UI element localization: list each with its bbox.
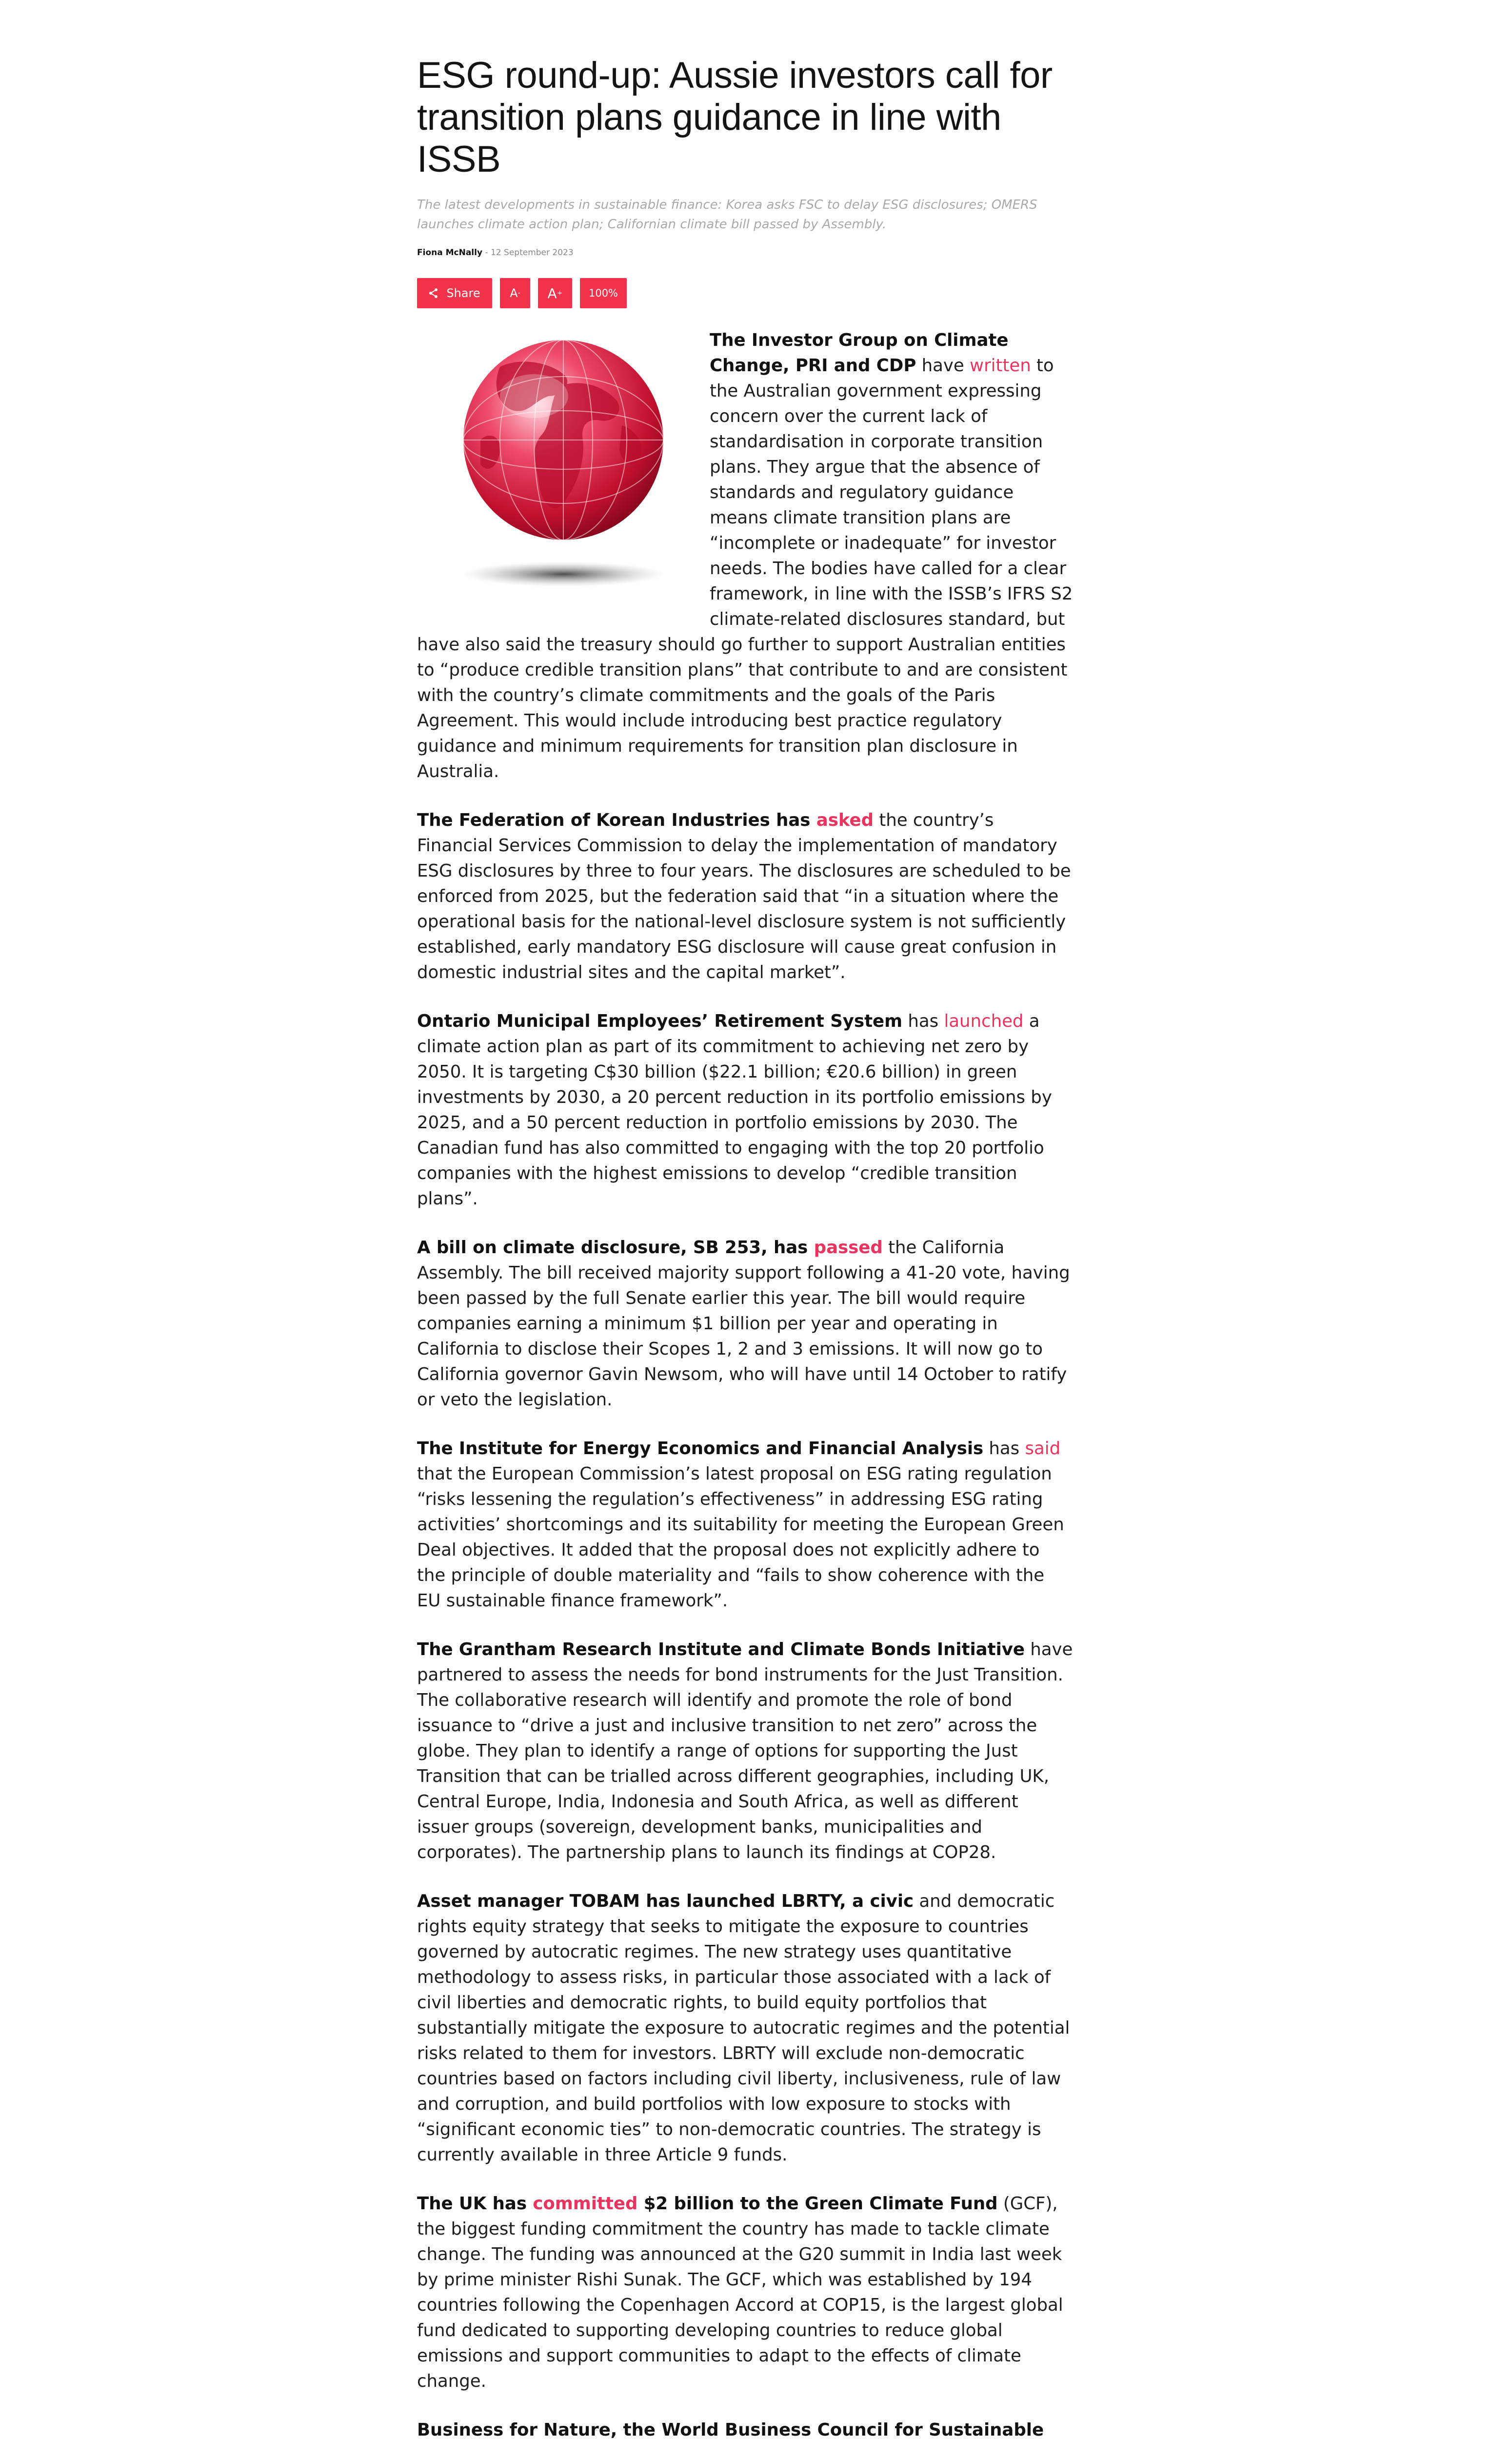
paragraph-uk-gcf: The UK has committed $2 billion to the Green Climate Fund (GCF), the biggest funding commitment the country has made to tackle climate change. The funding was announced at the G20 summit in India last week by prime minister Rishi Sunak. The GCF, which was established by 194 countries following the Copenhagen Accord at COP15, is the largest global fund dedicated to supporting developing countries to reduce global emissions and support communities to adapt to the effects of climate change. bbox=[417, 2194, 1063, 2391]
author-name[interactable]: Fiona McNally bbox=[417, 248, 483, 258]
link-launched[interactable]: launched bbox=[944, 1011, 1024, 1031]
paragraph-tobam: Asset manager TOBAM has launched LBRTY, a civic and democratic rights equity strategy that seeks to mitigate the exposure to countries governed by autocratic regimes. The new strategy uses quantitative methodology to assess risks, in particular those associated with a lack of civil liberties and democratic rights, to build equity portfolios that substantially mitigate the exposure to autocratic regimes and the potential risks related to them for investors. LBRTY will exclude non-democratic countries based on factors including civil liberty, inclusiveness, rule of law and corruption, and build portfolios with low exposure to stocks with “significant economic ties” to non-democratic countries. The strategy is currently available in three Article 9 funds. bbox=[417, 1891, 1070, 2165]
link-asked[interactable]: asked bbox=[816, 810, 874, 830]
paragraph-business-for-nature: Business for Nature, the World Business Council for Sustainable bbox=[417, 2420, 1044, 2439]
article-toolbar bbox=[417, 278, 1073, 308]
paragraph-omers: Ontario Municipal Employees’ Retirement System has launched a climate action plan as part of its commitment to achieving net zero by 2050. It is targeting C$30 billion ($22.1 billion; €20.6 billion) in green investments by 2030, a 20 percent reduction in its portfolio emissions by 2025, and a 50 percent reduction in portfolio emissions by 2030. The Canadian fund has also committed to engaging with the top 20 portfolio companies with the highest emissions to develop “credible transition plans”. bbox=[417, 1011, 1052, 1209]
increase-font-button[interactable]: A + bbox=[538, 278, 572, 308]
byline-separator: - bbox=[482, 248, 491, 258]
page-title: ESG round-up: Aussie investors call for transition plans guidance in line with ISSB bbox=[417, 55, 1053, 180]
share-button[interactable] bbox=[417, 278, 492, 308]
link-committed[interactable]: committed bbox=[533, 2194, 638, 2214]
paragraph-korea: The Federation of Korean Industries has asked the country’s Financial Services Commission to delay the implementation of mandatory ESG disclosures by three to four years. The disclosures are scheduled to be enforced from 2025, but the federation said that “in a situation where the operational basis for the national-level disclosure system is not sufficiently established, early mandatory ESG disclosure will cause great confusion in domestic industrial sites and the capital market”. bbox=[417, 810, 1071, 982]
article-body bbox=[417, 328, 1073, 2439]
paragraph-california-bill: A bill on climate disclosure, SB 253, has passed the California Assembly. The bill received majority support following a 41-20 vote, having been passed by the full Senate earlier this year. The bill would require companies earning a minimum $1 billion per year and operating in California to disclose their Scopes 1, 2 and 3 emissions. It will now go to California governor Gavin Newsom, who will have until 14 October to ratify or veto the legislation. bbox=[417, 1238, 1070, 1410]
byline bbox=[417, 248, 1073, 258]
link-written[interactable]: written bbox=[970, 356, 1031, 376]
zoom-level-button[interactable]: 100% bbox=[580, 278, 627, 308]
share-label: Share bbox=[446, 286, 480, 300]
publish-date: 12 September 2023 bbox=[491, 248, 574, 258]
link-passed[interactable]: passed bbox=[814, 1238, 883, 1258]
paragraph-ieefa: The Institute for Energy Economics and Financial Analysis has said that the European Commission’s latest proposal on ESG rating regulation “risks lessening the regulation’s effectiveness” in addressing ESG rating activities’ shortcomings and its suitability for meeting the European Green Deal objectives. It added that the proposal does not explicitly adhere to the principle of double materiality and “fails to show coherence with the EU sustainable finance framework”. bbox=[417, 1439, 1064, 1611]
link-said[interactable]: said bbox=[1025, 1439, 1061, 1459]
paragraph-grantham: The Grantham Research Institute and Climate Bonds Initiative have partnered to assess the needs for bond instruments for the Just Transition. The collaborative research will identify and promote the role of bond issuance to “drive a just and inclusive transition to net zero” across the globe. They plan to identify a range of options for supporting the Just Transition that can be trialled across different geographies, including UK, Central Europe, India, Indonesia and South Africa, as well as different issuer groups (sovereign, development banks, municipalities and corporates). The partnership plans to launch its findings at COP28. bbox=[417, 1639, 1073, 1862]
paragraph-igcc: The Investor Group on Climate Change, PRI and CDP have written to the Australian government expressing concern over the current lack of standardisation in corporate transition plans. They argue that the absence of standards and regulatory guidance means climate transition plans are “incomplete or inadequate” for investor needs. The bodies have called for a clear framework, in line with the ISSB’s IFRS S2 climate-related disclosures standard, but have also said the treasury should go further to support Australian entities to “produce credible transition plans” that contribute to and are consistent with the country’s climate commitments and the goals of the Paris Agreement. This would include introducing best practice regulatory guidance and minimum requirements for transition plan disclosure in Australia. bbox=[417, 330, 1073, 781]
article bbox=[417, 55, 1073, 2439]
globe-image bbox=[417, 328, 710, 611]
share-icon bbox=[429, 288, 438, 299]
standfirst: The latest developments in sustainable finance: Korea asks FSC to delay ESG disclosures; OMERS launches climate action plan; Californian climate bill passed by Assembly. bbox=[417, 198, 1037, 232]
decrease-font-button[interactable]: A - bbox=[500, 278, 530, 308]
